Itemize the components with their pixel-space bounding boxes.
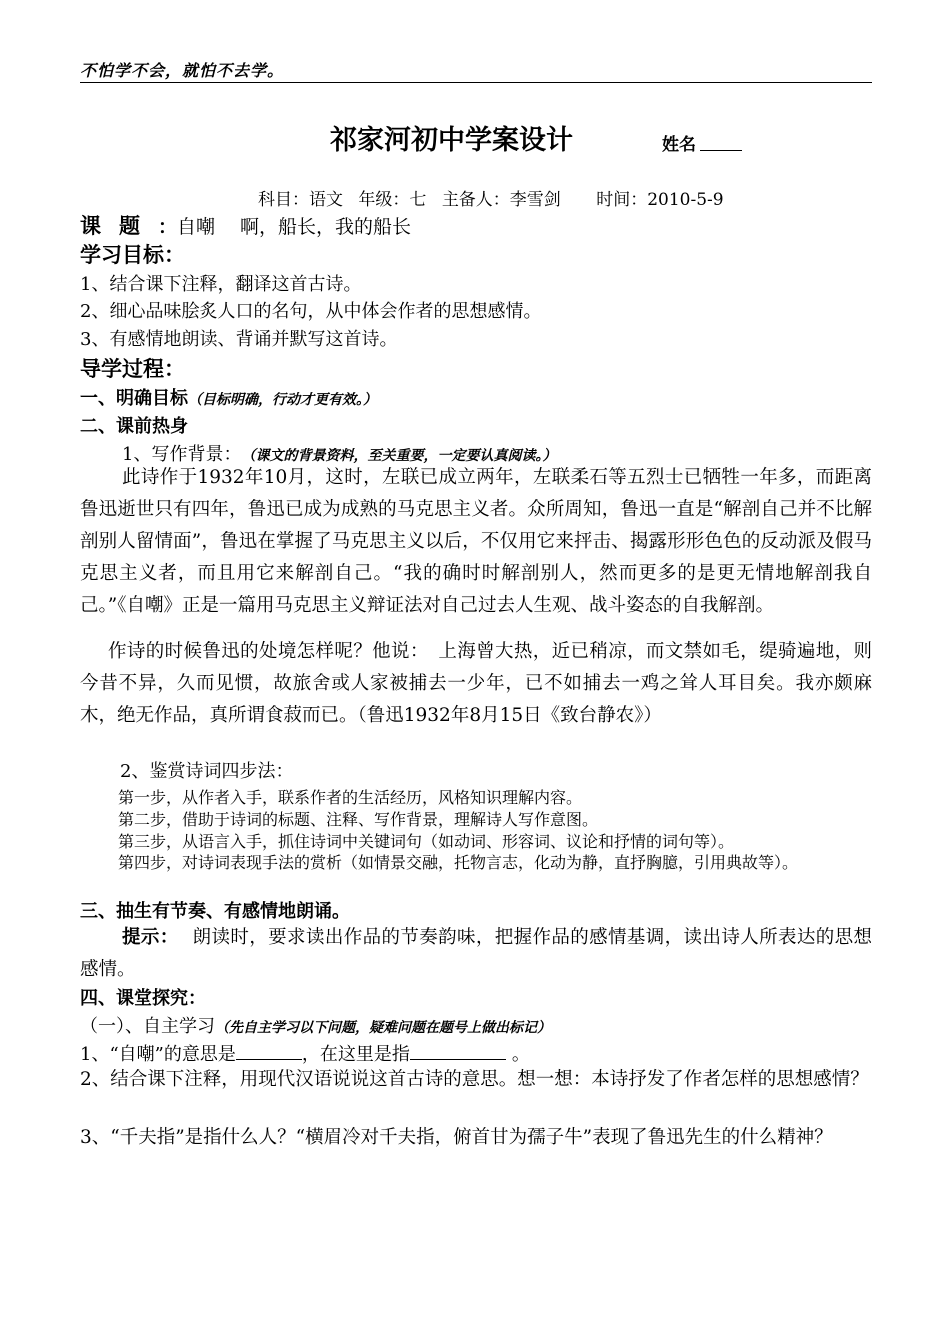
background-paragraph: 此诗作于1932年10月，这时，左联已成立两年，左联柔石等五烈士已牺牲一年多，而距离鲁迅逝世只有四年，鲁迅已成为成熟的马克思主义者。众所周知，鲁迅一直是“解剖自己并不比解剖别人留情面”，鲁迅在掌握了马克思主义以后，不仅用它来抨击、揭露形形色色的反动派及假马克思主义者，而且用它来解剖自己。“我的确时时解剖别人，然而更多的是更无情地解剖我自己。”《自嘲》正是一篇用马克思主义辩证法对自己过去人生观、战斗姿态的自我解剖。 xyxy=(80,467,872,616)
objective-item: 3、有感情地朗读、背诵并默写这首诗。 xyxy=(80,329,398,350)
self-study-label: （一）、自主学习 xyxy=(80,1016,215,1037)
hint-text: 朗读时，要求读出作品的节奏韵味，把握作品的感情基调，读出诗人所表达的思想感情。 xyxy=(80,927,872,980)
section-1-title: 一、明确目标 xyxy=(80,388,188,409)
step-item: 第二步，借助于诗词的标题、注释、写作背景，理解诗人写作意图。 xyxy=(118,810,599,829)
self-study-line xyxy=(80,1012,551,1038)
question-1-part: 1、“自嘲”的意思是 xyxy=(80,1044,236,1065)
name-blank xyxy=(700,130,742,151)
answer-blank[interactable] xyxy=(410,1041,506,1060)
background-label: 1、写作背景： xyxy=(122,444,242,465)
section-4-title: 四、课堂探究： xyxy=(80,988,206,1009)
objective-item: 2、细心品味脍炙人口的名句，从中体会作者的思想感情。 xyxy=(80,301,542,322)
question-3: 3、“千夫指”是指什么人？“横眉冷对千夫指，俯首甘为孺子牛”表现了鲁迅先生的什么精神？ xyxy=(80,1127,833,1148)
section-2-title: 二、课前热身 xyxy=(80,416,188,437)
meta-line xyxy=(258,185,734,210)
hint-paragraph xyxy=(80,922,872,986)
name-label: 姓名 xyxy=(662,135,696,155)
step-item: 第四步，对诗词表现手法的赏析（如情景交融，托物言志，化动为静，直抒胸臆，引用典故等）。 xyxy=(118,853,799,872)
section-1 xyxy=(80,384,377,410)
question-1 xyxy=(80,1040,530,1066)
background-quote-paragraph: 作诗的时候鲁迅的处境怎样呢？他说： 上海曾大热，近已稍凉，而文禁如毛，缇骑遍地，则今昔不异，久而见惯，故旅舍或人家被捕去一少年，已不如捕去一鸡之耸人耳目矣。我亦颇麻木，绝无作品，真所谓食菽而已。（鲁迅1932年8月15日《致台静农》） xyxy=(80,641,872,726)
section-1-note: （目标明确，行动才更有效。） xyxy=(188,392,377,408)
hint-label: 提示： xyxy=(122,927,179,948)
step-item: 第三步，从语言入手，抓住诗词中关键词句（如动词、形容词、议论和抒情的词句等）。 xyxy=(118,832,735,851)
background-note: （课文的背景资料，至关重要，一定要认真阅读。） xyxy=(241,448,557,464)
meta-preparer: 主备人：李雪剑 xyxy=(441,190,561,210)
meta-subject: 科目：语文 xyxy=(258,190,343,210)
lesson-colon: ： xyxy=(158,216,178,238)
lesson-text: 自嘲 啊，船长，我的船长 xyxy=(177,216,412,238)
self-study-note: （先自主学习以下问题，疑难问题在题号上做出标记） xyxy=(215,1020,551,1036)
page-title: 祁家河初中学案设计 xyxy=(330,125,573,156)
header-rule xyxy=(80,82,872,83)
objectives-heading: 学习目标： xyxy=(80,243,185,267)
lesson-line xyxy=(80,210,411,240)
question-2: 2、结合课下注释，用现代汉语说说这首古诗的意思。想一想：本诗抒发了作者怎样的思想感情？ xyxy=(80,1069,869,1090)
lesson-label: 课题 xyxy=(80,213,158,238)
meta-time: 时间：2010-5-9 xyxy=(596,190,724,210)
section-3-title: 三、抽生有节奏、有感情地朗诵。 xyxy=(80,901,350,922)
method-label: 2、鉴赏诗词四步法： xyxy=(120,761,294,782)
question-1-part: 。 xyxy=(511,1044,530,1065)
process-heading: 导学过程： xyxy=(80,357,185,381)
objective-item: 1、结合课下注释，翻译这首古诗。 xyxy=(80,274,362,295)
meta-grade: 年级：七 xyxy=(358,190,427,210)
question-1-part: ，在这里是指 xyxy=(301,1044,410,1065)
header-motto: 不怕学不会，就怕不去学。 xyxy=(80,61,285,80)
step-item: 第一步，从作者入手，联系作者的生活经历，风格知识理解内容。 xyxy=(118,788,583,807)
answer-blank[interactable] xyxy=(236,1041,302,1060)
